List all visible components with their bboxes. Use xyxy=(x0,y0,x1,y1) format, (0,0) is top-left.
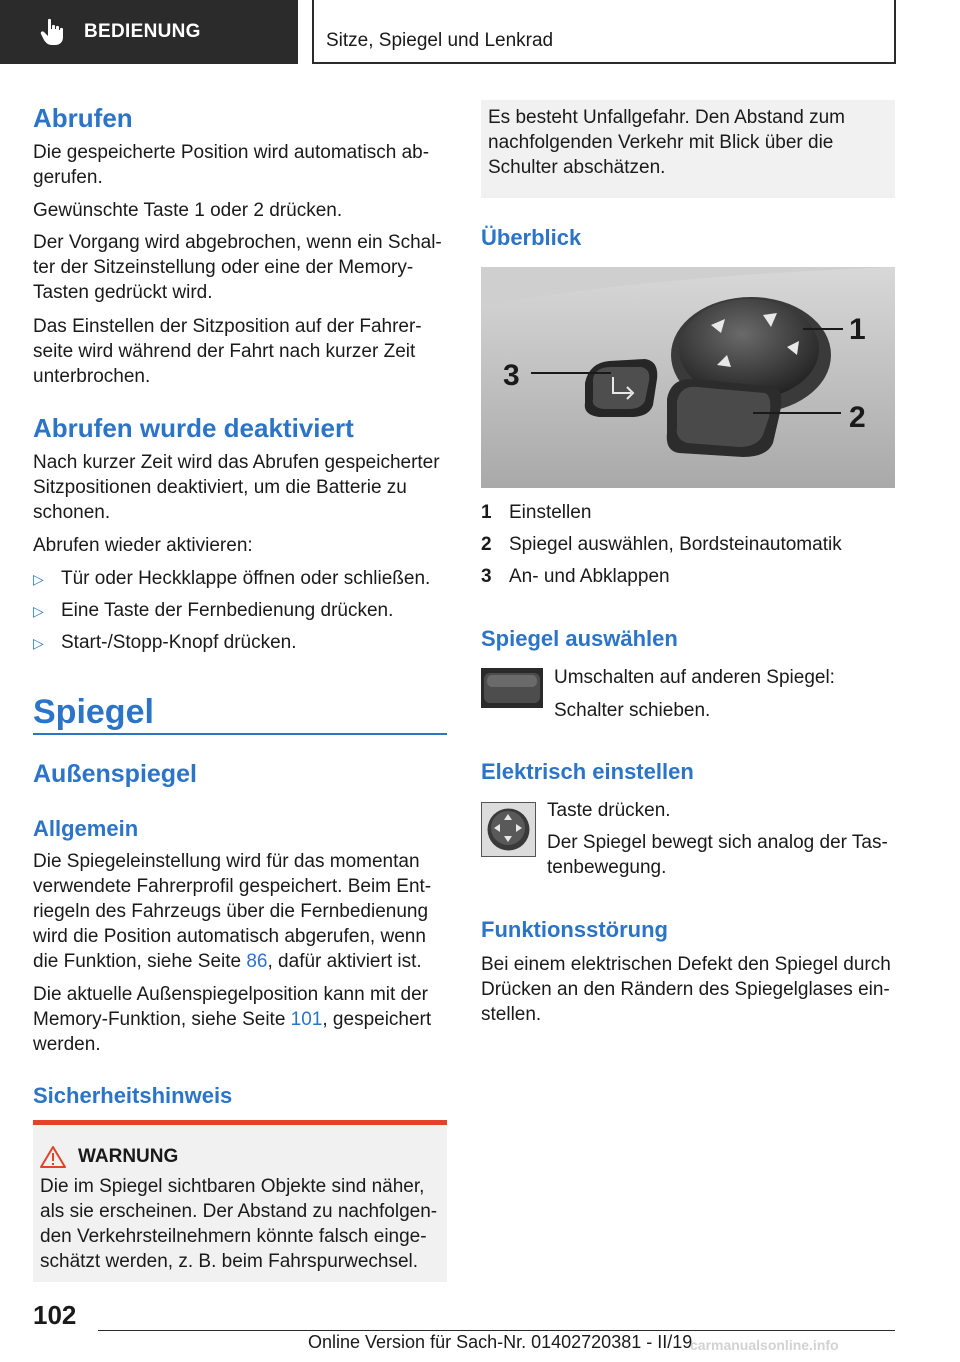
warning-continuation-text: Es besteht Unfallgefahr. Den Abstand zum nachfolgenden Verkehr mit Blick über die Schulter abschätzen. xyxy=(488,107,845,178)
warning-text: Die im Spiegel sichtbaren Objekte sind näher, als sie erscheinen. Der Abstand zu nachfolgen-den Verkehrsteilnehmern könnte falsch einge-schätzt werden, z. B. beim Fahrspurwechsel. xyxy=(40,1176,438,1272)
elektrisch-paragraph-1: Taste drücken. xyxy=(547,800,671,821)
heading-spiegel: Spiegel xyxy=(33,693,154,731)
abrufen-paragraph-2: Gewünschte Taste 1 oder 2 drücken. xyxy=(33,200,343,221)
abrufen-paragraph-4: Das Einstellen der Sitzposition auf der Fahrer-seite wird während der Fahrt nach kurzer Zeit unterbrochen. xyxy=(33,316,422,387)
mirror-adjust-knob-icon xyxy=(481,802,536,857)
callout-3: 3 xyxy=(503,359,520,392)
heading-spiegel-auswaehlen: Spiegel auswählen xyxy=(481,626,678,651)
list-item-text: Eine Taste der Fernbedienung drücken. xyxy=(61,600,394,621)
heading-aussenspiegel: Außenspiegel xyxy=(33,760,197,788)
heading-allgemein: Allgemein xyxy=(33,816,139,841)
header-section-title: BEDIENUNG xyxy=(84,21,201,42)
triangle-bullet-icon: ▷ xyxy=(33,603,44,619)
page-number: 102 xyxy=(33,1300,77,1330)
warning-box xyxy=(33,1120,447,1282)
auswaehlen-paragraph-1: Umschalten auf anderen Spiegel: xyxy=(554,667,835,688)
deaktiviert-paragraph-2: Abrufen wieder aktivieren: xyxy=(33,535,253,556)
footer-divider xyxy=(98,1330,895,1331)
hand-pointer-icon xyxy=(40,18,66,46)
section-divider xyxy=(33,733,447,735)
header-section-tab xyxy=(0,0,298,64)
warning-continuation-box xyxy=(481,100,895,198)
legend-item: 3 An- und Abklappen xyxy=(481,566,670,587)
list-item-text: Start-/Stopp-Knopf drücken. xyxy=(61,632,297,653)
heading-funktionsstoerung: Funktionsstörung xyxy=(481,917,668,942)
triangle-bullet-icon: ▷ xyxy=(33,571,44,587)
list-item xyxy=(33,630,447,656)
legend-item: 2 Spiegel auswählen, Bordsteinautomatik xyxy=(481,534,842,555)
auswaehlen-paragraph-2: Schalter schieben. xyxy=(554,700,711,721)
list-item xyxy=(33,566,447,592)
mirror-select-switch-icon xyxy=(481,668,543,708)
abrufen-paragraph-1: Die gespeicherte Position wird automatisch ab-gerufen. xyxy=(33,142,430,188)
elektrisch-paragraph-2: Der Spiegel bewegt sich analog der Tas-tenbewegung. xyxy=(547,832,888,878)
footer-online-version: Online Version für Sach-Nr. 01402720381 - II/19 xyxy=(308,1332,693,1352)
list-item-text: Tür oder Heckklappe öffnen oder schließen. xyxy=(61,568,431,589)
abrufen-paragraph-3: Der Vorgang wird abgebrochen, wenn ein Schal-ter der Sitzeinstellung oder eine der Memory-Tasten gedrückt wird. xyxy=(33,232,442,303)
watermark: carmanualsonline.info xyxy=(690,1337,839,1353)
list-item xyxy=(33,598,447,624)
page-link-101[interactable]: 101 xyxy=(290,1009,323,1030)
warning-triangle-icon xyxy=(40,1145,66,1169)
heading-abrufen: Abrufen xyxy=(33,103,133,133)
callout-1: 1 xyxy=(849,313,866,346)
header-chapter-box xyxy=(312,0,896,64)
heading-abrufen-deaktiviert: Abrufen wurde deaktiviert xyxy=(33,413,354,443)
heading-sicherheitshinweis: Sicherheitshinweis xyxy=(33,1083,233,1108)
deaktiviert-paragraph-1: Nach kurzer Zeit wird das Abrufen gespeicherter Sitzpositionen deaktiviert, um die Batterie zu schonen. xyxy=(33,452,440,523)
mirror-controls-photo xyxy=(481,267,895,488)
legend-item: 1 Einstellen xyxy=(481,502,592,523)
header-chapter-title: Sitze, Spiegel und Lenkrad xyxy=(326,30,554,51)
callout-2: 2 xyxy=(849,401,866,434)
heading-ueberblick: Überblick xyxy=(481,225,582,250)
stoerung-paragraph-1: Bei einem elektrischen Defekt den Spiegel durch Drücken an den Rändern des Spiegelglases ein-stellen. xyxy=(481,954,891,1025)
heading-elektrisch-einstellen: Elektrisch einstellen xyxy=(481,759,694,784)
page-link-86[interactable]: 86 xyxy=(246,951,268,972)
warning-title: WARNUNG xyxy=(40,1145,440,1169)
allgemein-paragraph-1: Die Spiegeleinstellung wird für das momentan verwendete Fahrerprofil gespeichert. Beim Ent-riegeln des Fahrzeugs über die Fernbedienung wird die Position automatisch abgerufen, wenn die Funktion, siehe Seite 86, dafür aktiviert ist. xyxy=(33,851,432,972)
allgemein-paragraph-2: Die aktuelle Außenspiegelposition kann mit der Memory-Funktion, siehe Seite 101, gespeichert werden. xyxy=(33,984,432,1055)
mirror-switch-illustration xyxy=(481,267,895,488)
triangle-bullet-icon: ▷ xyxy=(33,635,44,651)
